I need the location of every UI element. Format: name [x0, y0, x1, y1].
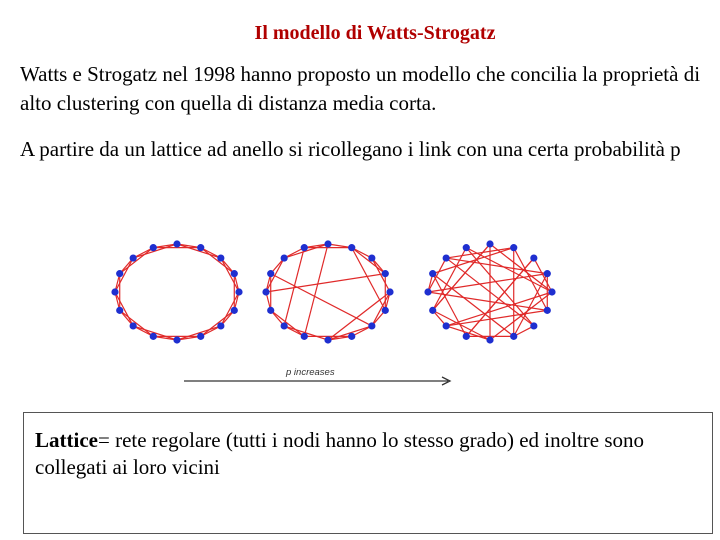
graph-edge: [466, 248, 552, 292]
graph-node: [348, 333, 355, 340]
graph-edge: [201, 310, 235, 336]
graph-edge: [490, 244, 552, 292]
graph-node: [150, 333, 157, 340]
graph-node: [173, 336, 180, 343]
graph-node: [262, 288, 269, 295]
lattice-definition: [35, 427, 695, 481]
graph-edge: [201, 248, 235, 274]
graph-node: [382, 270, 389, 277]
lattice-definition-text: = rete regolare (tutti i nodi hanno lo stesso grado) ed inoltre sono collegati ai loro vicini: [35, 428, 645, 479]
regular-ring-graph: [111, 240, 242, 343]
random-graph: [424, 240, 555, 343]
graph-node: [443, 254, 450, 261]
graph-edge: [352, 248, 386, 274]
graph-node: [386, 288, 393, 295]
graph-node: [197, 244, 204, 251]
graph-node: [173, 240, 180, 247]
graph-node: [111, 288, 118, 295]
graph-node: [150, 244, 157, 251]
graph-node: [530, 254, 537, 261]
graph-node: [324, 240, 331, 247]
graph-node: [486, 336, 493, 343]
small-world-graph: [262, 240, 393, 343]
graph-node: [235, 288, 242, 295]
graph-edge: [120, 248, 154, 274]
graph-edge: [304, 244, 328, 336]
graph-node: [424, 288, 431, 295]
graph-edge: [466, 258, 534, 336]
graph-node: [463, 333, 470, 340]
graph-node: [217, 322, 224, 329]
graph-node: [301, 244, 308, 251]
graph-node: [116, 307, 123, 314]
intro-paragraph: Watts e Strogatz nel 1998 hanno proposto un modello che concilia la proprietà di alto clustering con quella di distanza media corta.: [20, 62, 701, 115]
graph-node: [267, 270, 274, 277]
graph-node: [197, 333, 204, 340]
graph-node: [544, 307, 551, 314]
graph-node: [548, 288, 555, 295]
graph-node: [130, 322, 137, 329]
graph-node: [463, 244, 470, 251]
graph-edge: [428, 274, 547, 292]
graph-edge: [120, 310, 154, 336]
method-paragraph: A partire da un lattice ad anello si ricollegano i link con una certa probabilità p: [20, 137, 681, 161]
arrow-label: p increases: [286, 367, 335, 378]
graph-node: [281, 322, 288, 329]
graph-node: [510, 244, 517, 251]
lattice-definition-box: [23, 412, 713, 534]
graph-node: [486, 240, 493, 247]
graph-node: [429, 307, 436, 314]
graph-node: [368, 322, 375, 329]
graph-node: [544, 270, 551, 277]
graph-node: [116, 270, 123, 277]
graph-node: [443, 322, 450, 329]
graph-node: [217, 254, 224, 261]
graph-node: [382, 307, 389, 314]
graph-node: [231, 307, 238, 314]
p-increases-arrow: [180, 364, 460, 394]
graph-node: [130, 254, 137, 261]
graph-node: [510, 333, 517, 340]
slide-title: Il modello di Watts-Strogatz: [254, 22, 496, 44]
graph-node: [530, 322, 537, 329]
graph-node: [281, 254, 288, 261]
graph-node: [301, 333, 308, 340]
graph-node: [368, 254, 375, 261]
graph-node: [348, 244, 355, 251]
graph-node: [267, 307, 274, 314]
graph-node: [231, 270, 238, 277]
graph-node: [429, 270, 436, 277]
lattice-term: Lattice: [35, 428, 98, 452]
graph-node: [324, 336, 331, 343]
